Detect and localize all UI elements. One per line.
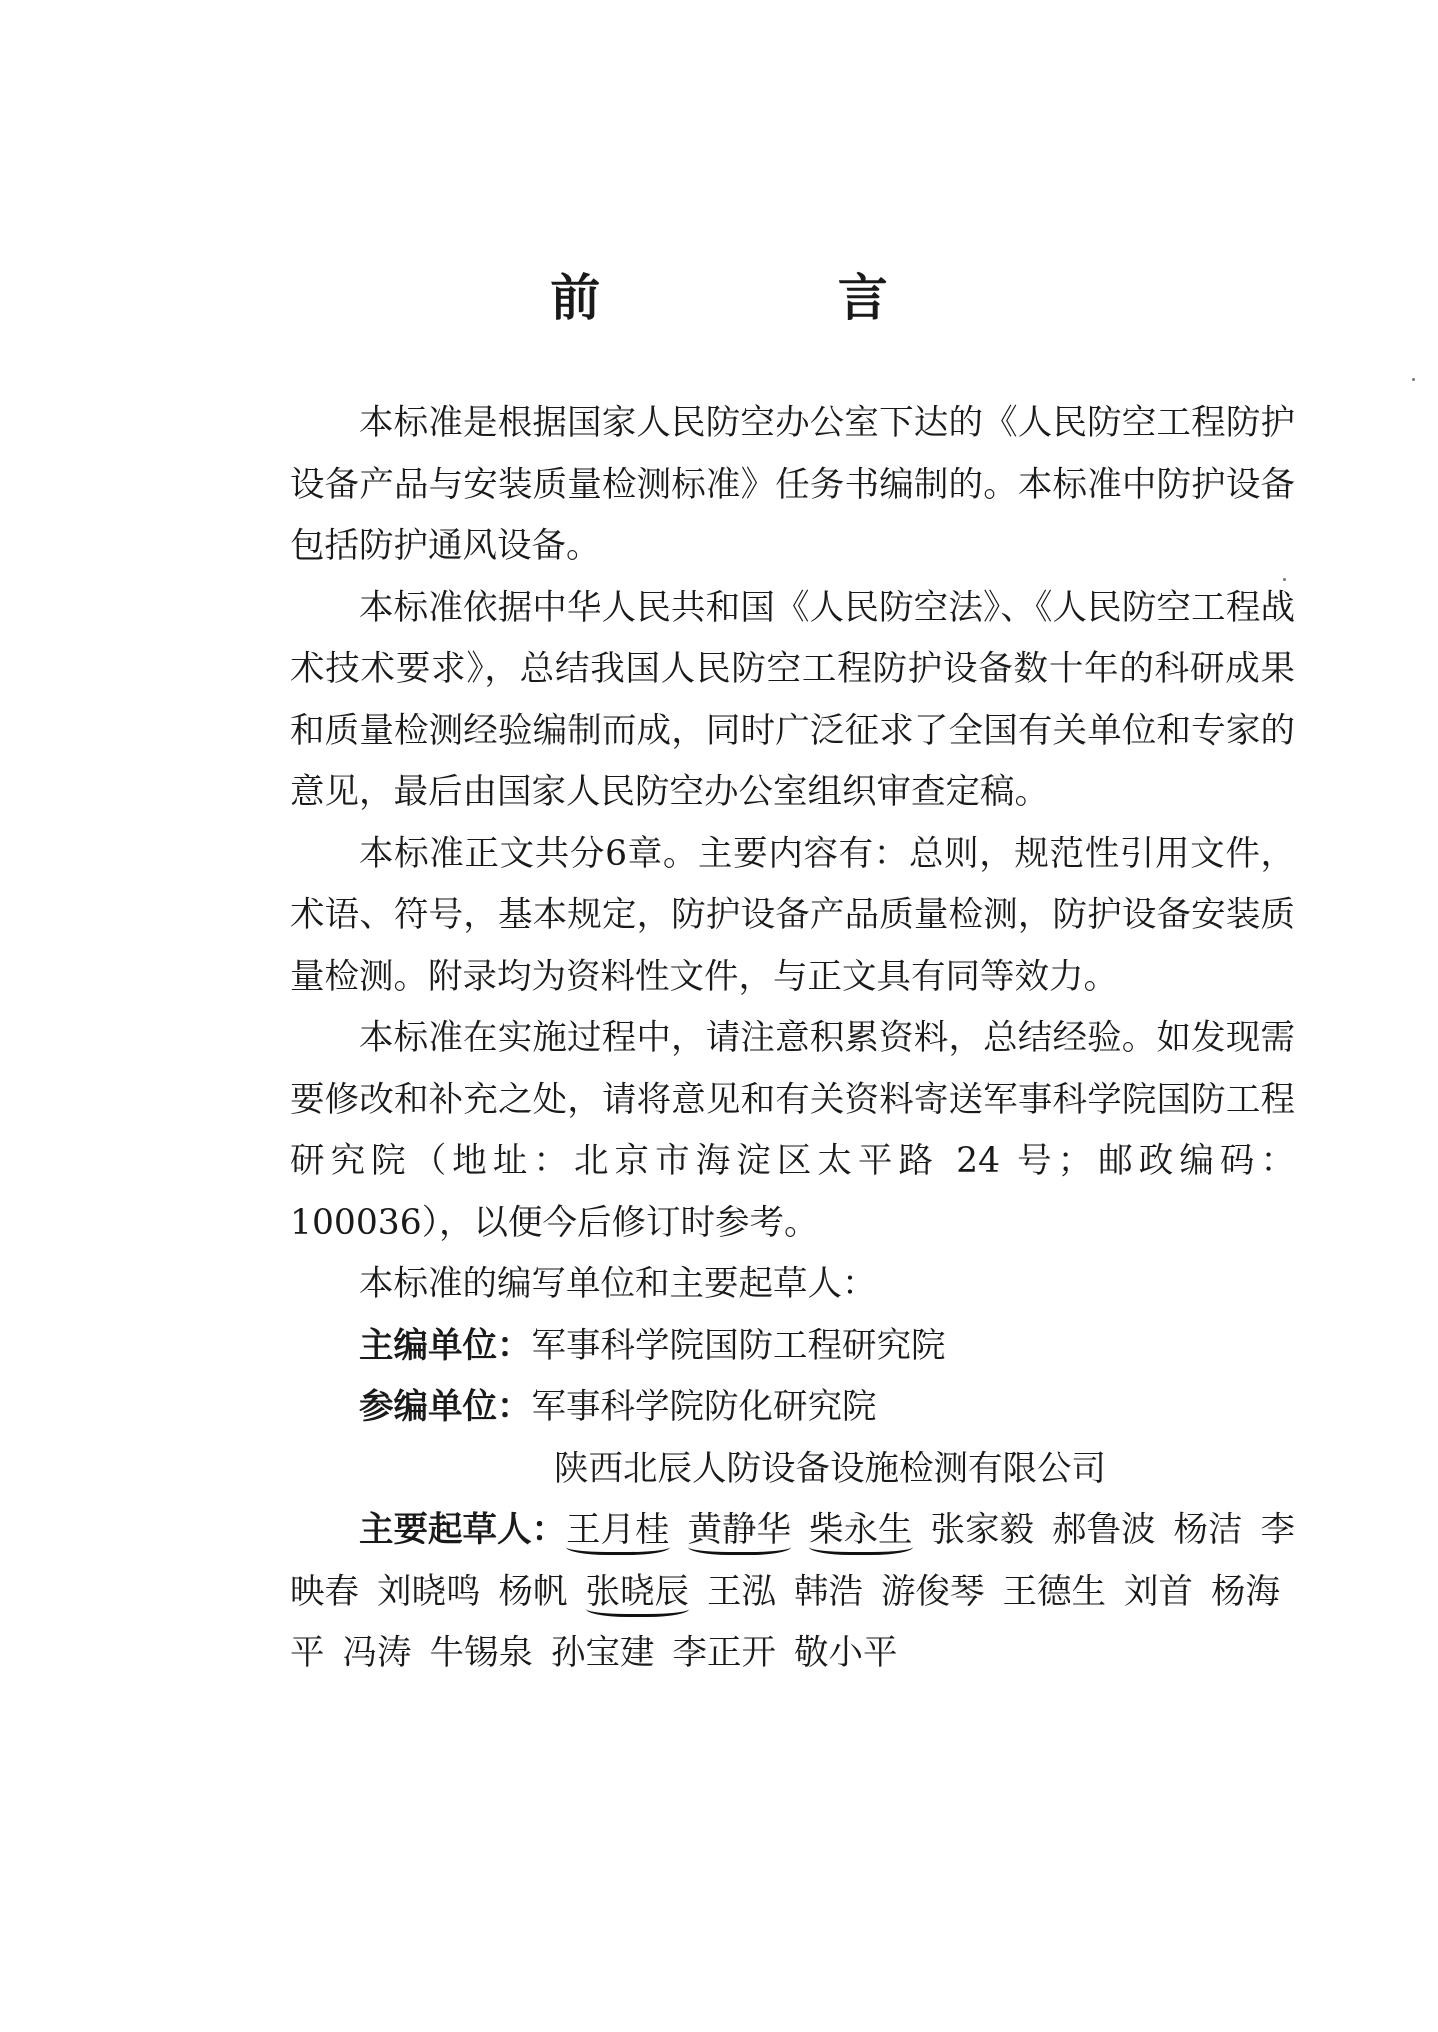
drafter-name: 刘首 xyxy=(1124,1571,1193,1612)
drafter-name: 王月桂 xyxy=(566,1510,670,1555)
drafter-name: 孙宝建 xyxy=(551,1633,655,1673)
drafter-name: 张家毅 xyxy=(930,1510,1034,1550)
drafter-name: 王泓 xyxy=(707,1571,776,1612)
participating-unit-2-line xyxy=(290,1439,1295,1501)
foreword-body xyxy=(290,393,1295,1685)
drafter-name: 王德生 xyxy=(1002,1571,1106,1612)
drafter-name: 李正开 xyxy=(672,1633,776,1673)
participating-units-label: 参编单位： xyxy=(359,1387,532,1427)
paragraph-2: 本标准依据中华人民共和国《人民防空法》、《人民防空工程战术技术要求》，总结我国人民防空工程防护设备数十年的科研成果和质量检测经验编制而成，同时广泛征求了全国有关单位和专家的意见，最后由国家人民防空办公室组织审查定稿。 xyxy=(290,587,1295,812)
paragraph-4: 本标准在实施过程中，请注意积累资料，总结经验。如发现需要修改和补充之处，请将意见和有关资料寄送军事科学院国防工程研究院（地址：北京市海淀区太平路 24 号；邮政编码：100036），以便今后修订时参考。 xyxy=(290,1018,1295,1243)
units-intro: 本标准的编写单位和主要起草人： xyxy=(359,1264,877,1304)
drafter-name: 牛锡泉 xyxy=(429,1633,533,1673)
scan-speck xyxy=(1412,378,1415,381)
drafter-name: 敬小平 xyxy=(794,1633,898,1673)
drafter-name: 杨海平 xyxy=(290,1571,1280,1673)
drafter-name: 柴永生 xyxy=(809,1510,913,1555)
page-title: 前 言 xyxy=(550,269,998,327)
drafter-name: 张晓辰 xyxy=(586,1572,690,1617)
drafter-name: 李映春 xyxy=(290,1510,1295,1612)
paragraph-3: 本标准正文共分6章。主要内容有：总则，规范性引用文件，术语、符号，基本规定，防护设备产品质量检测，防护设备安装质量检测。附录均为资料性文件，与正文具有同等效力。 xyxy=(290,833,1295,997)
drafter-name: 郝鲁波 xyxy=(1052,1510,1156,1550)
chief-unit-value: 军事科学院国防工程研究院 xyxy=(531,1325,946,1366)
drafters xyxy=(290,1500,1295,1685)
drafter-name: 杨帆 xyxy=(498,1571,568,1612)
drafter-name: 杨洁 xyxy=(1173,1510,1243,1550)
drafter-name: 刘晓鸣 xyxy=(377,1571,481,1612)
chief-unit-label: 主编单位： xyxy=(359,1325,532,1366)
drafter-name: 韩浩 xyxy=(794,1571,863,1612)
participating-unit-2: 陕西北辰人防设备设施检测有限公司 xyxy=(554,1448,1106,1489)
chief-unit xyxy=(290,1316,1295,1378)
participating-units xyxy=(290,1377,1295,1439)
scan-speck xyxy=(1283,578,1286,581)
participating-unit-1: 军事科学院防化研究院 xyxy=(531,1387,877,1427)
drafter-name: 游俊琴 xyxy=(881,1571,985,1612)
drafter-name: 黄静华 xyxy=(688,1510,792,1555)
drafters-label: 主要起草人： xyxy=(359,1510,566,1550)
paragraph-1: 本标准是根据国家人民防空办公室下达的《人民防空工程防护设备产品与安装质量检测标准》任务书编制的。本标准中防护设备包括防护通风设备。 xyxy=(290,403,1295,566)
drafter-name: 冯涛 xyxy=(342,1633,412,1673)
